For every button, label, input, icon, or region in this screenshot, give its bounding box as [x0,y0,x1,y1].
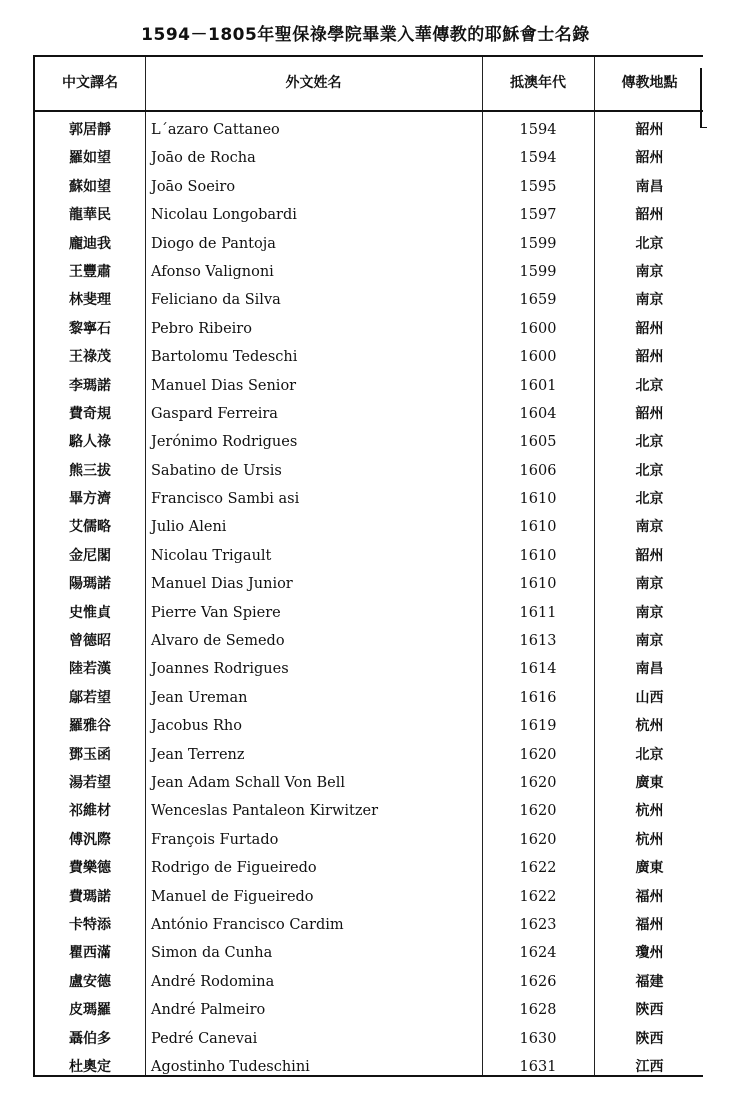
arrival-year-cell: 1595 [519,178,557,195]
jesuit-roster-table [33,55,703,1077]
arrival-year-cell: 1610 [519,519,557,536]
chinese-name-cell: 艾儒略 [69,519,111,536]
chinese-name-cell: 金尼閣 [69,547,111,564]
page-title: 1594－1805年聖保祿學院畢業入華傳教的耶穌會士名錄 [141,25,590,45]
table-row [35,428,703,456]
mission-place-cell: 福州 [635,916,664,933]
chinese-name-cell: 陽瑪諾 [69,576,111,593]
foreign-name-cell: André Rodomina [151,973,275,990]
foreign-name-cell: Francisco Sambi asi [151,491,300,508]
foreign-name-cell: Pebro Ribeiro [151,320,252,337]
mission-place-cell: 南昌 [635,178,664,195]
table-row [35,1053,703,1081]
chinese-name-cell: 蘇如望 [69,178,111,195]
mission-place-cell: 南京 [635,292,664,309]
chinese-name-cell: 盧安德 [69,973,111,990]
chinese-name-cell: 龍華民 [69,207,111,224]
mission-place-cell: 南京 [635,633,664,650]
arrival-year-cell: 1606 [519,462,557,479]
foreign-name-cell: Bartolomu Tedeschi [151,349,298,366]
table-row [35,173,703,201]
table-row [35,542,703,570]
header-chinese-name: 中文譯名 [62,75,118,91]
arrival-year-cell: 1601 [519,377,557,394]
arrival-year-cell: 1610 [519,547,557,564]
arrival-year-cell: 1600 [519,349,557,366]
foreign-name-cell: Afonso Valignoni [151,263,274,280]
mission-place-cell: 陝西 [635,1002,664,1019]
table-row [35,968,703,996]
chinese-name-cell: 羅如望 [69,150,111,167]
arrival-year-cell: 1631 [519,1058,557,1075]
foreign-name-cell: Wenceslas Pantaleon Kirwitzer [151,803,379,820]
table-row [35,996,703,1024]
arrival-year-cell: 1597 [519,207,557,224]
foreign-name-cell: Jean Terrenz [151,746,245,763]
table-row [35,372,703,400]
arrival-year-cell: 1620 [519,774,557,791]
mission-place-cell: 北京 [635,235,664,252]
chinese-name-cell: 祁維材 [69,803,111,820]
chinese-name-cell: 費奇規 [69,405,111,422]
arrival-year-cell: 1620 [519,746,557,763]
chinese-name-cell: 費瑪諾 [69,888,111,905]
foreign-name-cell: Joannes Rodrigues [151,661,289,678]
foreign-name-cell: Manuel Dias Junior [151,576,293,593]
table-row [35,939,703,967]
arrival-year-cell: 1620 [519,831,557,848]
arrival-year-cell: 1611 [519,604,557,621]
table-row [35,712,703,740]
table-row [35,230,703,258]
foreign-name-cell: Jerónimo Rodrigues [151,434,298,451]
arrival-year-cell: 1622 [519,888,557,905]
foreign-name-cell: Julio Aleni [151,519,227,536]
mission-place-cell: 杭州 [635,718,664,735]
foreign-name-cell: Manuel Dias Senior [151,377,297,394]
mission-place-cell: 南京 [635,263,664,280]
table-row [35,343,703,371]
chinese-name-cell: 畢方濟 [69,491,111,508]
mission-place-cell: 瓊州 [635,945,664,962]
chinese-name-cell: 曾德昭 [69,633,111,650]
mission-place-cell: 韶州 [635,320,664,337]
table-row [35,513,703,541]
foreign-name-cell: Alvaro de Semedo [151,633,285,650]
arrival-year-cell: 1600 [519,320,557,337]
foreign-name-cell: André Palmeiro [151,1002,266,1019]
chinese-name-cell: 湯若望 [69,774,111,791]
table-row [35,655,703,683]
foreign-name-cell: Joāo Soeiro [151,178,236,195]
mission-place-cell: 南京 [635,519,664,536]
arrival-year-cell: 1594 [519,122,557,138]
chinese-name-cell: 卡特添 [69,916,111,933]
chinese-name-cell: 史惟貞 [69,604,111,621]
arrival-year-cell: 1599 [519,263,557,280]
mission-place-cell: 杭州 [635,803,664,820]
table-row [35,684,703,712]
foreign-name-cell: Feliciano da Silva [151,292,281,309]
foreign-name-cell: Rodrigo de Figueiredo [151,860,317,877]
table-row [35,741,703,769]
mission-place-cell: 北京 [635,462,664,479]
chinese-name-cell: 駱人祿 [69,434,111,451]
arrival-year-cell: 1599 [519,235,557,252]
chinese-name-cell: 皮瑪羅 [69,1002,111,1019]
chinese-name-cell: 鄧玉函 [69,746,111,763]
foreign-name-cell: Pierre Van Spiere [151,604,281,621]
arrival-year-cell: 1659 [519,292,557,309]
foreign-name-cell: Simon da Cunha [151,945,273,962]
table-row [35,769,703,797]
foreign-name-cell: Nicolau Longobardi [151,207,297,224]
mission-place-cell: 北京 [635,377,664,394]
arrival-year-cell: 1626 [519,973,557,990]
mission-place-cell: 廣東 [635,774,664,791]
arrival-year-cell: 1622 [519,860,557,877]
table-row [35,1025,703,1053]
arrival-year-cell: 1613 [519,633,557,650]
foreign-name-cell: Manuel de Figueiredo [151,888,314,905]
header-arrival-year: 抵澳年代 [510,75,566,91]
table-row [35,315,703,343]
mission-place-cell: 北京 [635,491,664,508]
chinese-name-cell: 鄔若望 [69,689,111,706]
chinese-name-cell: 王豐肅 [69,263,111,280]
chinese-name-cell: 傅汎際 [69,831,111,848]
arrival-year-cell: 1610 [519,491,557,508]
mission-place-cell: 南昌 [635,661,664,678]
table-header-row [35,57,703,112]
arrival-year-cell: 1594 [519,150,557,167]
table-row [35,485,703,513]
mission-place-cell: 南京 [635,576,664,593]
arrival-year-cell: 1623 [519,916,557,933]
table-row [35,116,703,144]
mission-place-cell: 韶州 [635,349,664,366]
chinese-name-cell: 費樂德 [69,860,111,877]
foreign-name-cell: Joāo de Rocha [151,150,256,167]
arrival-year-cell: 1616 [519,689,557,706]
chinese-name-cell: 林斐理 [69,292,111,309]
arrival-year-cell: 1610 [519,576,557,593]
mission-place-cell: 北京 [635,434,664,451]
chinese-name-cell: 聶伯多 [69,1030,111,1047]
mission-place-cell: 江西 [635,1058,664,1075]
header-mission-place: 傳教地點 [621,75,678,91]
table-row [35,286,703,314]
foreign-name-cell: L´azaro Cattaneo [151,122,280,138]
foreign-name-cell: Nicolau Trigault [151,547,272,564]
chinese-name-cell: 龐迪我 [69,235,111,252]
foreign-name-cell: Diogo de Pantoja [151,235,276,252]
table-row [35,911,703,939]
header-foreign-name: 外文姓名 [285,75,342,91]
mission-place-cell: 韶州 [635,122,664,138]
mission-place-cell: 韶州 [635,547,664,564]
foreign-name-cell: Pedré Canevai [151,1030,258,1047]
foreign-name-cell: Jacobus Rho [151,718,242,735]
arrival-year-cell: 1620 [519,803,557,820]
arrival-year-cell: 1628 [519,1002,557,1019]
chinese-name-cell: 陸若漢 [69,661,111,678]
table-row [35,854,703,882]
foreign-name-cell: François Furtado [151,831,279,848]
mission-place-cell: 南京 [635,604,664,621]
chinese-name-cell: 杜奧定 [69,1058,111,1075]
chinese-name-cell: 黎寧石 [69,320,111,337]
mission-place-cell: 韶州 [635,207,664,224]
mission-place-cell: 福州 [635,888,664,905]
mission-place-cell: 韶州 [635,150,664,167]
chinese-name-cell: 熊三拔 [69,462,111,479]
mission-place-cell: 北京 [635,746,664,763]
table-row [35,144,703,172]
chinese-name-cell: 李瑪諾 [69,377,111,394]
table-row [35,201,703,229]
mission-place-cell: 山西 [635,689,664,706]
table-body [35,116,703,1081]
chinese-name-cell: 郭居靜 [69,122,111,138]
foreign-name-cell: Jean Ureman [151,689,248,706]
arrival-year-cell: 1624 [519,945,557,962]
foreign-name-cell: António Francisco Cardim [151,916,344,933]
arrival-year-cell: 1614 [519,661,557,678]
chinese-name-cell: 羅雅谷 [69,718,111,735]
arrival-year-cell: 1619 [519,718,557,735]
table-row [35,627,703,655]
table-row [35,400,703,428]
foreign-name-cell: Gaspard Ferreira [151,405,278,422]
chinese-name-cell: 瞿西滿 [69,945,111,962]
mission-place-cell: 廣東 [635,860,664,877]
arrival-year-cell: 1604 [519,405,557,422]
foreign-name-cell: Sabatino de Ursis [151,462,282,479]
arrival-year-cell: 1630 [519,1030,557,1047]
table-row [35,570,703,598]
table-row [35,258,703,286]
mission-place-cell: 杭州 [635,831,664,848]
arrival-year-cell: 1605 [519,434,557,451]
table-row [35,797,703,825]
table-row [35,457,703,485]
table-row [35,883,703,911]
mission-place-cell: 福建 [635,973,664,990]
foreign-name-cell: Agostinho Tudeschini [151,1058,310,1075]
chinese-name-cell: 王祿茂 [69,349,111,366]
mission-place-cell: 韶州 [635,405,664,422]
table-row [35,599,703,627]
mission-place-cell: 陝西 [635,1030,664,1047]
foreign-name-cell: Jean Adam Schall Von Bell [151,774,345,791]
table-row [35,826,703,854]
